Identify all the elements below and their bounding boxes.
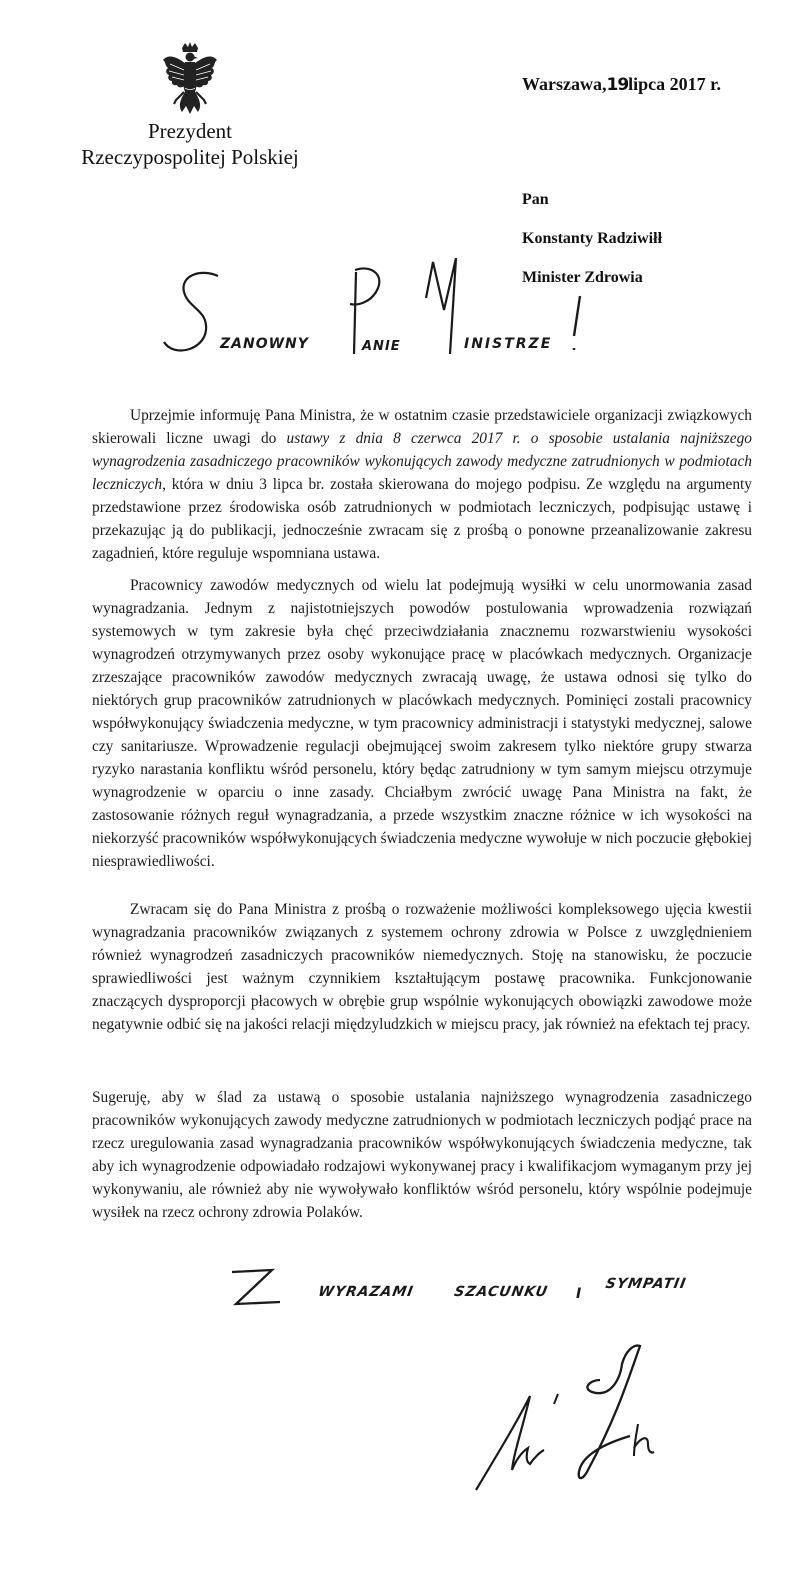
- handwritten-signature: [470, 1340, 680, 1510]
- svg-text:WYRAZAMI: WYRAZAMI: [316, 1284, 415, 1300]
- svg-text:SYMPATII: SYMPATII: [604, 1276, 688, 1292]
- paragraph-1: [92, 404, 752, 565]
- paragraph-1-rest: , która w dniu 3 lipca br. została skierowana do mojego podpisu. Ze względu na argumenty przedstawione przez środowiska osób zatrudnionych w podmiotach leczniczych, podpisując ustawę i przekazując ją do publikacji, jednocześnie zwracam się z prośbą o ponowne przeanalizowanie zakresu zagadnień, które reguluje wspomniana ustawa.: [92, 476, 752, 562]
- addressee-salutation: Pan: [522, 191, 549, 208]
- paragraph-2-text: Pracownicy zawodów medycznych od wielu lat podejmują wysiłki w celu unormowania zasad wynagradzania. Jednym z najistotniejszych powodów postulowania wprowadzenia rozwiązań systemowych w tym zakresie była chęć przeciwdziałania znacznemu rozwarstwieniu wysokości wynagrodzeń otrzymywanych przez osoby wykonujące pracę w placówkach medycznych. Organizacje zrzeszające pracowników zawodów medycznych zwracają uwagę, że ustawa odnosi się tylko do niektórych grup pracowników zatrudnionych w placówkach medycznych. Pominięci zostali pracownicy współwykonujący świadczenia medyczne, w tym pracownicy administracji i statystyki medycznej, salowe czy sanitariusze. Wprowadzenie regulacji obejmującej swoim zakresem tylko niektóre grupy stwarza ryzyko narastania konfliktu wśród personelu, który będąc zatrudniony w tym samym miejscu otrzymuje wynagrodzenie w oparciu o inne zasady. Chciałbym zwrócić uwagę Pana Ministra na fakt, że zastosowanie różnych reguł wynagradzania, a przede wszystkim znaczne różnice w ich wysokości na niekorzyść pracowników współwykonujących świadczenia medyczne wywołuje w nich poczucie głębokiej niesprawiedliwości.: [92, 577, 752, 870]
- place-and-date: [522, 74, 721, 95]
- paragraph-4: [92, 1086, 752, 1224]
- place: Warszawa,: [522, 74, 607, 94]
- addressee-name: Konstanty Radziwiłł: [522, 230, 663, 247]
- office-line-2: Rzeczypospolitej Polskiej: [81, 145, 299, 169]
- svg-text:ZANOWNY: ZANOWNY: [220, 336, 309, 352]
- handwritten-day: 19: [606, 75, 629, 95]
- svg-text:I: I: [576, 1286, 582, 1302]
- act-title: ustawy z dnia 8 czerwca 2017 r. o sposobie ustalania najniższego wynagrodzenia zasadniczego pracowników wykonujących zawody medyczne zatrudnionych w podmiotach leczniczych: [92, 430, 752, 493]
- paragraph-3: [92, 898, 752, 1036]
- paragraph-4-text: Sugeruję, aby w ślad za ustawą o sposobie ustalania najniższego wynagrodzenia zasadniczego pracowników wykonujących zawody medyczne zatrudnionych w podmiotach leczniczych podjąć prace na rzecz uregulowania zasad wynagradzania pracowników współwykonujących świadczenia medyczne, tak aby ich wynagrodzenie odpowiadało rodzajowi wykonywanej pracy i kwalifikacjom wymaganym przy jej wykonywaniu, ale również aby nie wywoływało konfliktów wśród personelu, który wspólnie podejmuje wysiłek na rzecz ochrony zdrowia Polaków.: [92, 1089, 752, 1221]
- svg-text:SZACUNKU: SZACUNKU: [452, 1284, 550, 1300]
- paragraph-3-text: Zwracam się do Pana Ministra z prośbą o rozważenie możliwości kompleksowego ujęcia kwestii wynagradzania pracowników związanych z systemem ochrony zdrowia w Polsce z uwzględnieniem również wynagrodzeń zasadniczych pracowników niemedycznych. Stoję na stanowisku, że poczucie sprawiedliwości jest ważnym czynnikiem kształtującym postawę pracownika. Funkcjonowanie znaczących dysproporcji płacowych w obrębie grup wspólnie wykonujących obowiązki zawodowe może negatywnie odbić się na jakości relacji międzyludzkich w miejscu pracy, jak również na efektach tej pracy.: [92, 901, 752, 1033]
- addressee-title: Minister Zdrowia: [522, 269, 643, 286]
- handwritten-greeting: [150, 258, 590, 368]
- office-line-1: Prezydent: [148, 119, 232, 143]
- handwritten-closing: [228, 1260, 728, 1316]
- svg-text:INISTRZE: INISTRZE: [464, 336, 553, 352]
- paragraph-2: [92, 574, 752, 873]
- white-eagle-emblem-icon: [160, 42, 220, 118]
- svg-text:ANIE: ANIE: [362, 339, 401, 354]
- paragraph-1-intro: Uprzejmie informuję Pana Ministra, że w ostatnim czasie przedstawiciele organizacji związkowych skierowali liczne uwagi do: [92, 407, 752, 447]
- date-month-year: lipca 2017 r.: [628, 74, 722, 94]
- issuing-office: [60, 118, 320, 170]
